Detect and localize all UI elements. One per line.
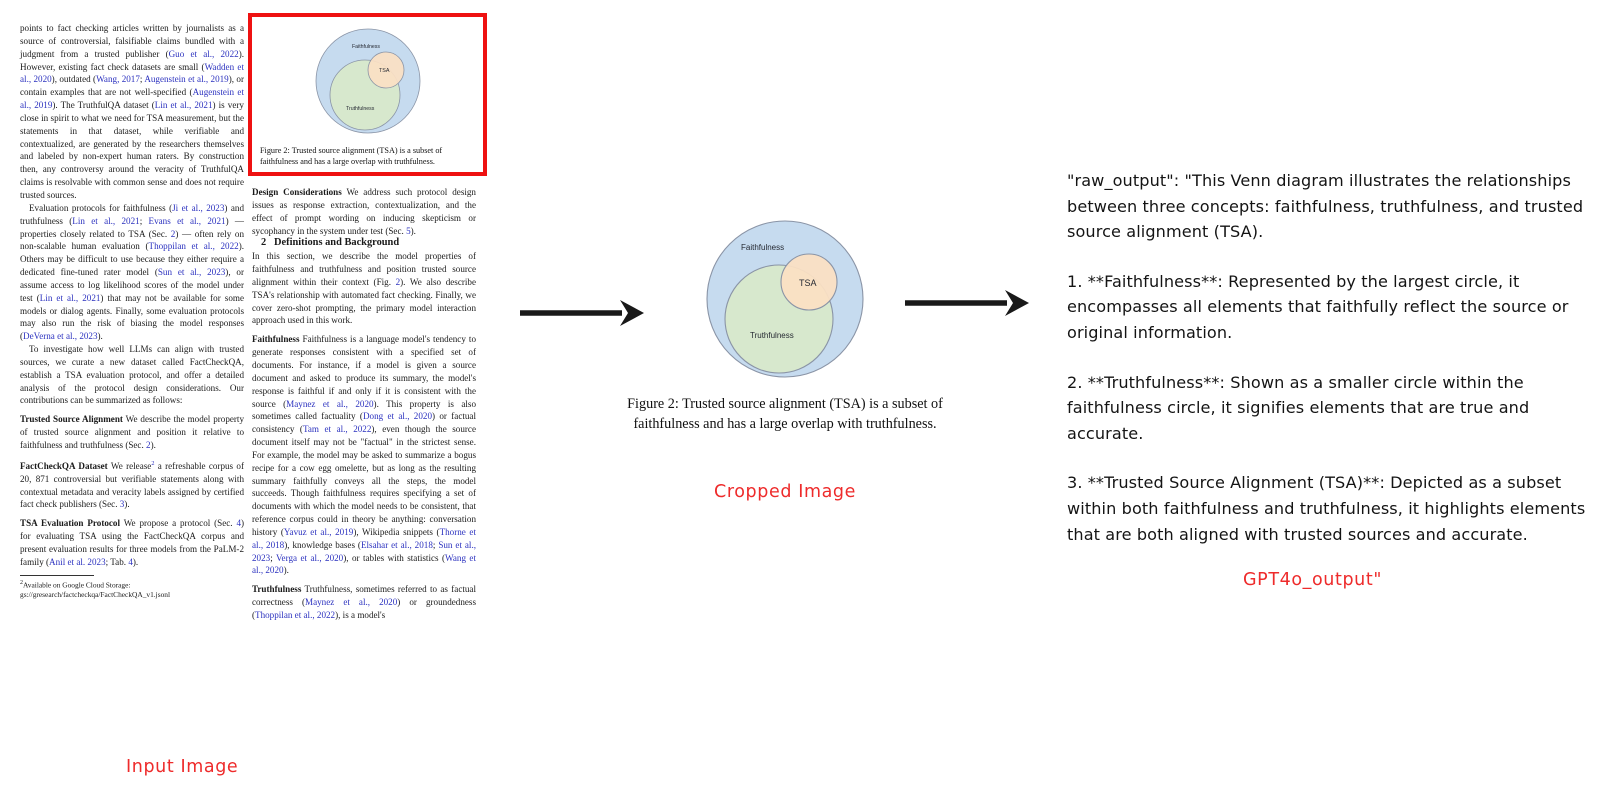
figure-caption-small [260, 145, 475, 167]
citation: Wadden et al., 2020 [20, 61, 244, 85]
venn-label-truthfulness: Truthfulness [345, 106, 374, 112]
citation: 5 [406, 225, 411, 236]
output-paragraph-2: 1. **Faithfulness**: Represented by the largest circle, it encompasses all elements that faithfully reflect the source or original information. [1067, 271, 1569, 342]
cropped-figure-caption [600, 395, 970, 434]
run-in-heading: Design Considerations [252, 187, 342, 197]
paper-paragraph-truthfulness: Truthfulness Truthfulness, sometimes referred to as factual correctness (Maynez et al., 2020) or groundedness (Thoppilan et al., 2022), is a model's [252, 584, 476, 620]
citation: Thoppilan et al., 2022 [148, 241, 239, 252]
citation: Wang et al., 2020 [252, 552, 476, 576]
run-in-heading: Trusted Source Alignment [20, 414, 123, 425]
citation: Augenstein et al., 2019 [144, 74, 229, 85]
run-in-heading: Faithfulness [252, 334, 300, 345]
citation: Augenstein et al., 2019 [20, 87, 244, 111]
venn-label-tsa: TSA [378, 68, 389, 74]
section-heading [252, 237, 476, 250]
venn-label-faithfulness: Faithfulness [741, 243, 785, 252]
section-title: Definitions and Background [274, 237, 400, 249]
section-number: 2 [261, 237, 267, 249]
paper-left-column [20, 22, 244, 599]
annotation-gpt4o-output: GPT4o_output" [1243, 570, 1382, 590]
citation: 2 [395, 276, 401, 287]
caption-line-2: faithfulness and has a large overlap with truthfulness. [633, 415, 937, 432]
citation: Evans et al., 2021 [148, 215, 226, 226]
arrow-head [1005, 290, 1029, 316]
gpt4o-output-panel [1067, 168, 1592, 547]
footnote-rule [20, 575, 94, 576]
venn-label-faithfulness: Faithfulness [351, 44, 380, 50]
paper-paragraph: Evaluation protocols for faithfulness (Ji et al., 2023) and truthfulness (Lin et al., 2021; Evans et al., 2021) — properties closely related to TSA (Sec. 2) — often rely on non-scalable human evaluation (Thoppilan et al., 2022). Others may be difficult to use because they either require a dedicated fine-tuned rater model (Sun et al., 2023), or assume access to log likelihood scores of the model under test (Lin et al., 2021) that may not be available for some models or dialog agents. Finally, some evaluation protocols may also run the risk of biasing the model responses (DeVerna et al., 2023). [20, 202, 245, 342]
citation: Ji et al., 2023 [172, 202, 225, 213]
run-in-heading: FactCheckQA Dataset [20, 460, 108, 471]
citation: 4 [236, 518, 241, 529]
citation: 4 [128, 556, 133, 567]
citation: DeVerna et al., 2023 [23, 331, 98, 342]
paper-right-column [252, 186, 476, 622]
cropped-image-panel [600, 205, 970, 525]
footnote-url: gs://gresearch/factcheckqa/FactCheckQA_v1.jsonl [20, 589, 171, 599]
run-in-heading: Truthfulness [252, 584, 302, 595]
annotation-input-image: Input Image [126, 757, 239, 777]
citation: Wang, 2017 [96, 74, 140, 85]
output-paragraph-1: "raw_output": "This Venn diagram illustrates the relationships between three concepts: faithfulness, truthfulness, and trusted source alignment (TSA). [1067, 171, 1584, 242]
input-image-paper [0, 0, 500, 740]
paper-paragraph-faithfulness: Faithfulness Faithfulness is a language model's tendency to generate responses consistent with a specified set of documents. For instance, if a model is given a source document and asked to produce its summary, the model's response is faithful if and only if it is consistent with the source (Maynez et al., 2020). This property is also sometimes called factuality (Dong et al., 2020) or factual consistency (Tam et al., 2022), even though the source document itself may not be "factual" in the strictest sense. For example, the model may be asked to summarize a bogus recipe for a cow egg omelette, but as long as the resulting summary faithfully conveys all the steps, the model succeeds. Though faithfulness requires specifying a set of documents with which the model needs to be consistent, that reference corpus could in theory be anything: conversation history (Yavuz et al., 2019), Wikipedia snippets (Thorne et al., 2018), knowledge bases (Elsahar et al., 2018; Sun et al., 2023; Verga et al., 2020), or tables with statistics (Wang et al., 2020). [252, 334, 477, 576]
paper-paragraph-intro: In this section, we describe the model properties of faithfulness and truthfulness and position trusted source alignment within their context (Fig. 2). We also describe TSA's relationship with automated fact checking. Finally, we cover zero-shot prompting, the primary model interaction approach used in this work. [252, 251, 477, 326]
citation: Dong et al., 2020 [362, 411, 432, 422]
paper-paragraph: To investigate how well LLMs can align with trusted sources, we curate a new dataset called FactCheckQA, establish a TSA evaluation protocol, and offer a detailed analysis of the protocol design considerations. Our contributions can be summarized as follows: [20, 344, 244, 406]
citation: Anil et al. 2023 [49, 556, 106, 567]
arrow-right-2 [903, 278, 1031, 322]
figure-caption-line-2: faithfulness and has a large overlap with truthfulness. [260, 157, 435, 166]
paper-paragraph: points to fact checking articles written by journalists as a source of controversial, falsifiable claims bundled with a judgment from a trusted publisher (Guo et al., 2022). However, existing fact check datasets are small (Wadden et al., 2020), outdated (Wang, 2017; Augenstein et al., 2019), or contain examples that are not well-specified (Augenstein et al., 2019). The TruthfulQA dataset (Lin et al., 2021) is very close in spirit to what we need for TSA measurement, but the statements in that dataset, while verifiable and contextualized, are generated by the researchers themselves and labeled by non-expert human raters. By construction then, any controversy around the veracity of TruthfulQA claims is resolvable with common sense and does not require trusted sources. [20, 23, 244, 200]
paper-paragraph-factcheckqa: FactCheckQA Dataset We release$^2$ a refreshable corpus of 20, 871 controversial but verifiable statements along with contextual metadata and veracity labels assigned by certified fact check publishers (Sec. 3). [20, 459, 244, 510]
annotation-cropped-image: Cropped Image [714, 482, 856, 502]
citation: Thorne et al., 2018 [252, 526, 476, 550]
citation: Sun et al., 2023 [252, 539, 477, 563]
run-in-heading: TSA Evaluation Protocol [20, 518, 121, 529]
output-paragraph-3: 2. **Truthfulness**: Shown as a smaller circle within the faithfulness circle, it signifies elements that are true and accurate. [1067, 372, 1530, 443]
citation: Guo et al., 2022 [168, 48, 239, 59]
venn-label-tsa: TSA [799, 278, 817, 288]
citation: 3 [119, 499, 125, 510]
citation: Sun et al., 2023 [157, 267, 226, 278]
citation: Maynez et al., 2020 [286, 398, 374, 409]
citation: Tam et al., 2022 [302, 424, 372, 435]
venn-diagram-small [305, 23, 431, 143]
red-highlight-box [248, 13, 487, 176]
citation: 2 [146, 440, 151, 450]
paper-paragraph-design: Design Considerations We address such protocol design issues as response extraction, contextualization, and the effect of prompt wording on inducing skepticism or sycophancy in the system under test (Sec. 5). [252, 187, 476, 236]
footnote-marker: 2 [151, 459, 155, 467]
caption-line-1: Figure 2: Trusted source alignment (TSA) is a subset of [627, 396, 943, 412]
citation: Elsahar et al., 2018 [360, 539, 433, 550]
citation: Thoppilan et al., 2022 [255, 610, 336, 620]
citation: Yavuz et al., 2019 [283, 526, 354, 537]
venn-label-truthfulness: Truthfulness [750, 331, 794, 340]
paper-paragraph-protocol: TSA Evaluation Protocol We propose a protocol (Sec. 4) for evaluating TSA using the FactCheckQA corpus and present evaluation results for three models from the PaLM-2 family (Anil et al. 2023; Tab. 4). [20, 518, 245, 567]
citation: Lin et al., 2021 [72, 215, 140, 226]
paper-paragraph-tsa: Trusted Source Alignment We describe the model property of trusted source alignment and position it relative to faithfulness and truthfulness (Sec. 2). [20, 414, 244, 450]
figure-caption-line-1: Figure 2: Trusted source alignment (TSA) is a subset of [260, 146, 443, 155]
citation: 2 [170, 228, 176, 239]
citation: Verga et al., 2020 [276, 552, 344, 563]
citation: Lin et al., 2021 [39, 292, 101, 303]
output-paragraph-4: 3. **Trusted Source Alignment (TSA)**: Depicted as a subset within both faithfulness and truthfulness, it highlights elements that are both aligned with trusted sources and accurate. [1067, 473, 1586, 544]
citation: Maynez et al., 2020 [304, 597, 398, 608]
footnote: $^2$Available on Google Cloud Storage: gs://gresearch/factcheckqa/FactCheckQA_v1.jsonl [20, 579, 244, 600]
venn-diagram-large [695, 215, 875, 387]
citation: Lin et al., 2021 [154, 100, 213, 111]
footnote-number: 2 [20, 579, 23, 586]
